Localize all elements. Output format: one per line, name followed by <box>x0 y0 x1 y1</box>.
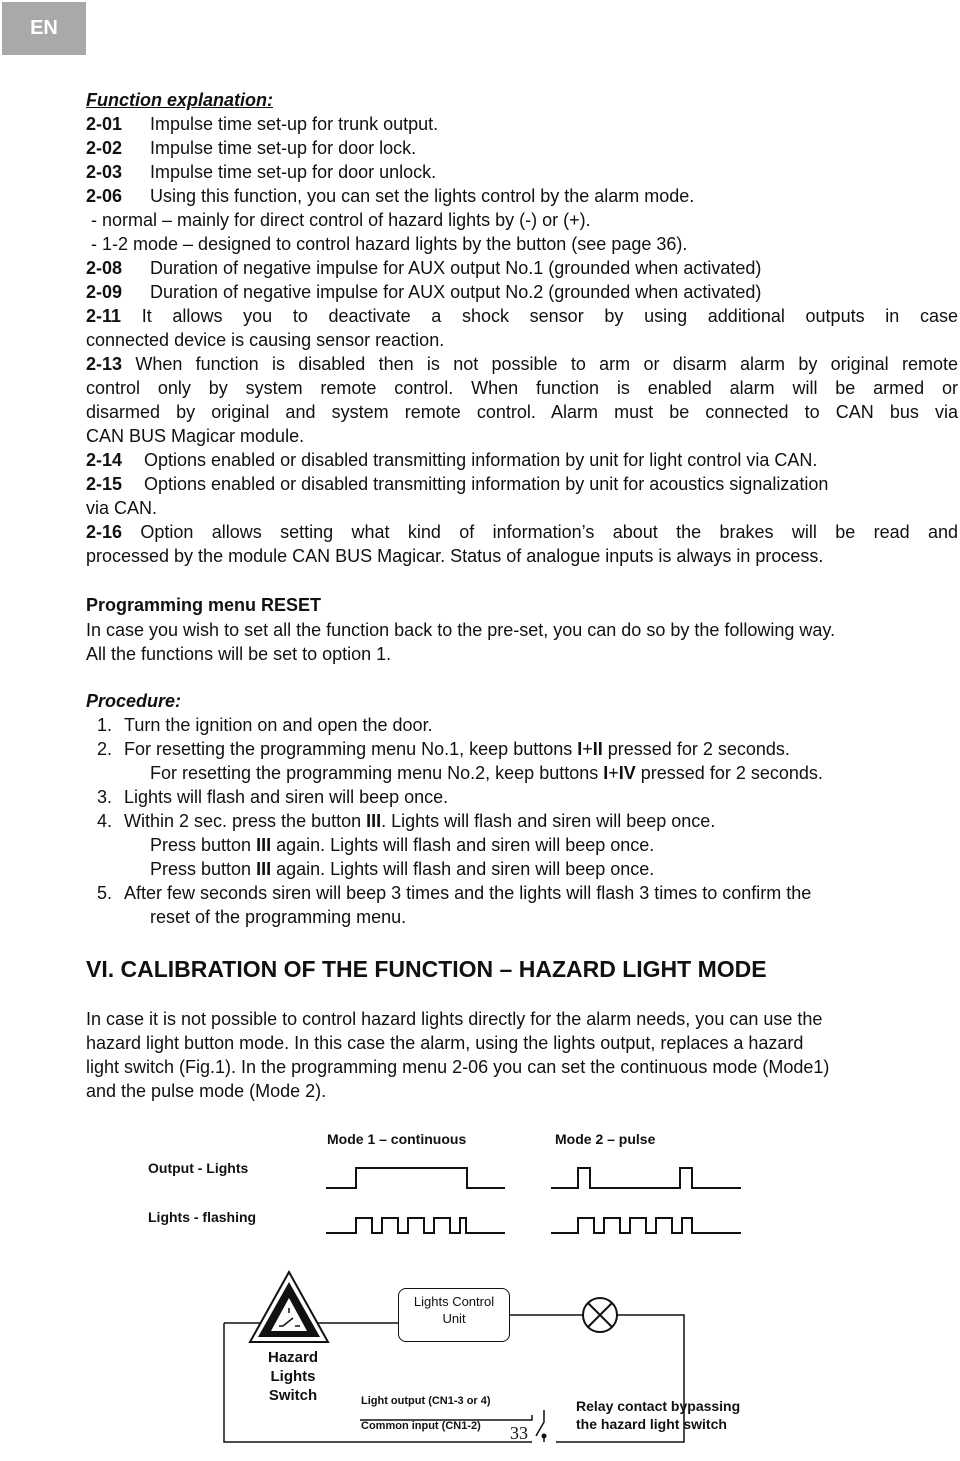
lights-control-unit-box <box>398 1288 510 1342</box>
reset-heading: Programming menu RESET <box>86 595 322 615</box>
function-2-13-l2: control only by system remote control. When function is enabled alarm will be armed or <box>86 378 958 398</box>
step-text: . Lights will flash and siren will beep once. <box>381 811 716 831</box>
step-number: 4. <box>96 811 112 831</box>
function-2-15-cont: via CAN. <box>86 498 158 518</box>
step-number: 5. <box>96 883 112 903</box>
function-code: 2-02 <box>86 138 123 158</box>
function-code: 2-16 <box>86 522 123 542</box>
mode-1-label: Mode 1 – continuous <box>327 1131 467 1147</box>
function-2-06-mode12: - 1-2 mode – designed to control hazard lights by the button (see page 36). <box>86 234 688 254</box>
step-text: pressed for 2 seconds. <box>635 763 823 783</box>
function-2-13-l3: disarmed by original and system remote control. Alarm must be connected to CAN bus via <box>86 402 958 422</box>
function-text: Impulse time set-up for door unlock. <box>150 162 437 182</box>
mode1-output-waveform <box>326 1168 505 1188</box>
button-key: I <box>577 739 583 759</box>
function-code: 2-13 <box>86 354 123 374</box>
step-text: After few seconds siren will beep 3 times and the lights will flash 3 times to confirm the <box>124 883 812 903</box>
function-code: 2-06 <box>86 186 123 206</box>
procedure-step-5-cont: reset of the programming menu. <box>150 907 407 927</box>
button-key: III <box>256 859 272 879</box>
light-output-label: Light output (CN1-3 or 4) <box>361 1395 491 1407</box>
function-code: 2-01 <box>86 114 123 134</box>
hazard-switch-icon <box>250 1272 328 1342</box>
page-number: 33 <box>510 1423 528 1443</box>
relay-contact-dot <box>542 1434 547 1439</box>
function-explanation-heading: Function explanation: <box>86 90 273 110</box>
relay-label-2: the hazard light switch <box>576 1416 727 1432</box>
relay-contact-label <box>576 1397 740 1433</box>
function-text: Options enabled or disabled transmitting information by unit for light control via CAN. <box>144 450 818 470</box>
button-key: I <box>603 763 609 783</box>
step-text: again. Lights will flash and siren will beep once. <box>271 859 655 879</box>
calibration-text-2: hazard light button mode. In this case the alarm, using the lights output, replaces a hazard <box>86 1033 804 1053</box>
output-lights-label: Output - Lights <box>148 1160 249 1176</box>
lights-flashing-label: Lights - flashing <box>148 1209 257 1225</box>
function-text: Duration of negative impulse for AUX output No.1 (grounded when activated) <box>150 258 762 278</box>
step-text: again. Lights will flash and siren will beep once. <box>271 835 655 855</box>
function-code: 2-03 <box>86 162 123 182</box>
function-2-11-cont: connected device is causing sensor reaction. <box>86 330 445 350</box>
procedure-heading: Procedure: <box>86 691 182 711</box>
relay-label-1: Relay contact bypassing <box>576 1398 741 1414</box>
function-2-16-cont: processed by the module CAN BUS Magicar. Status of analogue inputs is always in process. <box>86 546 824 566</box>
hazard-label-1: Hazard <box>267 1349 319 1366</box>
plus-sign: + <box>608 763 619 783</box>
step-number: 2. <box>96 739 112 759</box>
function-text: Option allows setting what kind of information’s about the brakes will be read and <box>140 522 958 542</box>
function-text: It allows you to deactivate a shock sensor by using additional outputs in case <box>141 306 958 326</box>
function-text: Using this function, you can set the lights control by the alarm mode. <box>150 186 695 206</box>
hazard-switch-label <box>258 1348 328 1405</box>
step-text: pressed for 2 seconds. <box>602 739 790 759</box>
button-key: II <box>592 739 603 759</box>
step-number: 3. <box>96 787 112 807</box>
language-tag: EN <box>2 2 86 55</box>
hazard-label-3: Switch <box>268 1387 318 1404</box>
function-code: 2-11 <box>86 306 122 326</box>
function-code: 2-15 <box>86 474 123 494</box>
reset-text-2: All the functions will be set to option 1. <box>86 644 392 664</box>
step-text: Press button <box>150 835 257 855</box>
function-text: When function is disabled then is not possible to arm or disarm alarm by original remote <box>135 354 958 374</box>
mode2-output-waveform <box>551 1168 741 1188</box>
reset-text-1: In case you wish to set all the function back to the pre-set, you can do so by the following way. <box>86 620 836 640</box>
function-text: Impulse time set-up for door lock. <box>150 138 417 158</box>
hazard-label-2: Lights <box>270 1368 316 1385</box>
mode1-flashing-waveform <box>326 1218 505 1233</box>
step-text: Turn the ignition on and open the door. <box>124 715 433 735</box>
step-text: For resetting the programming menu No.1, keep buttons <box>124 739 578 759</box>
button-key: IV <box>618 763 636 783</box>
lcu-label-2: Unit <box>442 1311 466 1326</box>
lamp-icon <box>583 1298 617 1332</box>
step-number: 1. <box>96 715 112 735</box>
mode-2-label: Mode 2 – pulse <box>555 1131 656 1147</box>
function-code: 2-09 <box>86 282 123 302</box>
function-text: Duration of negative impulse for AUX output No.2 (grounded when activated) <box>150 282 762 302</box>
function-code: 2-08 <box>86 258 123 278</box>
function-2-13-l4: CAN BUS Magicar module. <box>86 426 305 446</box>
calibration-text-3: light switch (Fig.1). In the programming menu 2-06 you can set the continuous mode (Mode1) <box>86 1057 830 1077</box>
function-2-06-normal: - normal – mainly for direct control of hazard lights by (-) or (+). <box>86 210 591 230</box>
common-input-label: Common input (CN1-2) <box>361 1420 481 1432</box>
function-code: 2-14 <box>86 450 123 470</box>
button-key: III <box>366 811 382 831</box>
button-key: III <box>256 835 272 855</box>
function-text: Options enabled or disabled transmitting information by unit for acoustics signalization <box>144 474 829 494</box>
calibration-heading: VI. CALIBRATION OF THE FUNCTION – HAZARD LIGHT MODE <box>86 956 767 982</box>
mode2-flashing-waveform <box>551 1218 741 1233</box>
step-text: Within 2 sec. press the button <box>124 811 367 831</box>
plus-sign: + <box>582 739 593 759</box>
function-text: Impulse time set-up for trunk output. <box>150 114 439 134</box>
calibration-text-4: and the pulse mode (Mode 2). <box>86 1081 327 1101</box>
step-text: Press button <box>150 859 257 879</box>
step-text: For resetting the programming menu No.2, keep buttons <box>150 763 604 783</box>
lcu-label-1: Lights Control <box>413 1294 495 1309</box>
step-text: Lights will flash and siren will beep once. <box>124 787 449 807</box>
calibration-text-1: In case it is not possible to control hazard lights directly for the alarm needs, you can use the <box>86 1009 823 1029</box>
